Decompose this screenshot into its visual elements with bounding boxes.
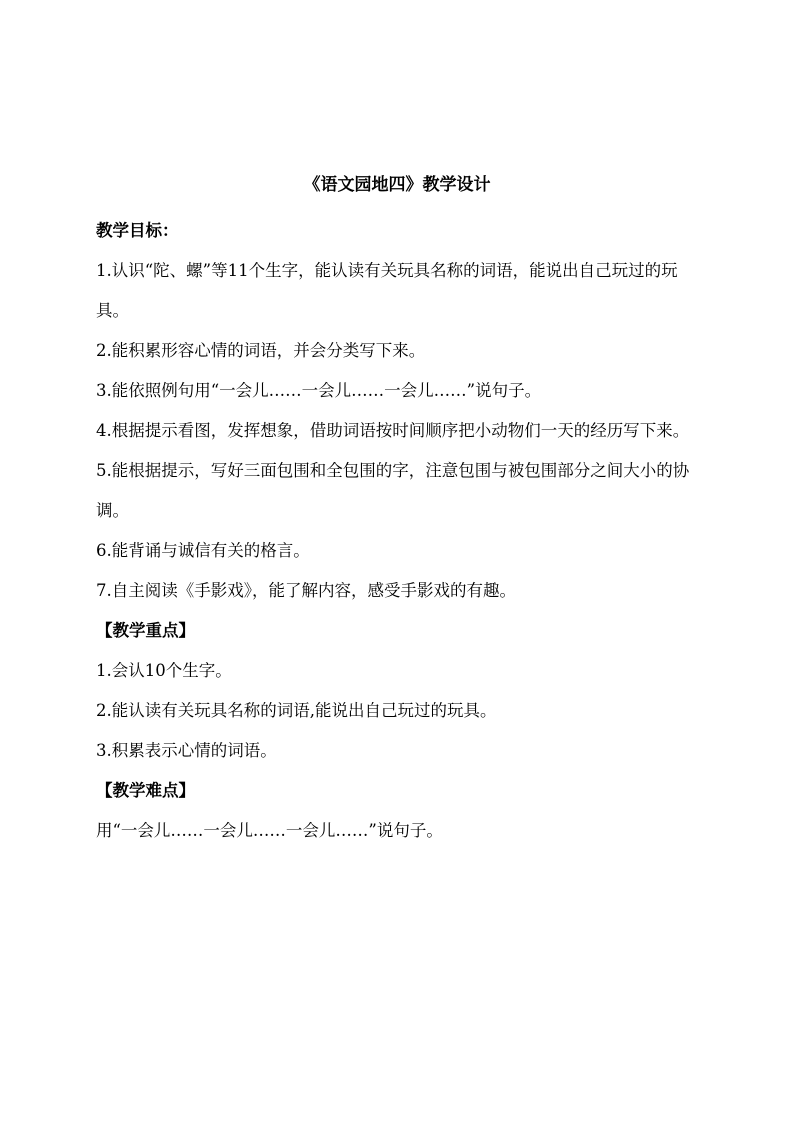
key-point-item-2: 2.能认读有关玩具名称的词语,能说出自己玩过的玩具。 [96,701,497,720]
key-point-item-3: 3.积累表示心情的词语。 [96,741,277,760]
objective-item-4: 4.根据提示看图，发挥想象，借助词语按时间顺序把小动物们一天的经历写下来。 [96,421,690,440]
document-body [96,211,700,851]
key-point-item-1: 1.会认10个生字。 [96,661,232,680]
objective-item-7: 7.自主阅读《手影戏》，能了解内容，感受手影戏的有趣。 [96,581,516,600]
objective-item-2: 2.能积累形容心情的词语，并会分类写下来。 [96,341,426,360]
objective-item-6: 6.能背诵与诚信有关的格言。 [96,541,310,560]
objectives-heading: 教学目标： [96,221,179,240]
objective-item-5: 5.能根据提示，写好三面包围和全包围的字，注意包围与被包围部分之间大小的协调。 [96,461,690,520]
document-title: 《语文园地四》教学设计 [303,175,491,195]
objective-item-1: 1.认识“陀、螺”等11个生字，能认读有关玩具名称的词语，能说出自己玩过的玩具。 [96,261,678,320]
key-points-heading: 【教学重点】 [96,621,195,640]
objective-item-3: 3.能依照例句用“一会儿……一会儿……一会儿……”说句子。 [96,381,542,400]
difficulties-heading: 【教学难点】 [96,781,195,800]
difficulty-item-1: 用“一会儿……一会儿……一会儿……”说句子。 [96,821,443,840]
